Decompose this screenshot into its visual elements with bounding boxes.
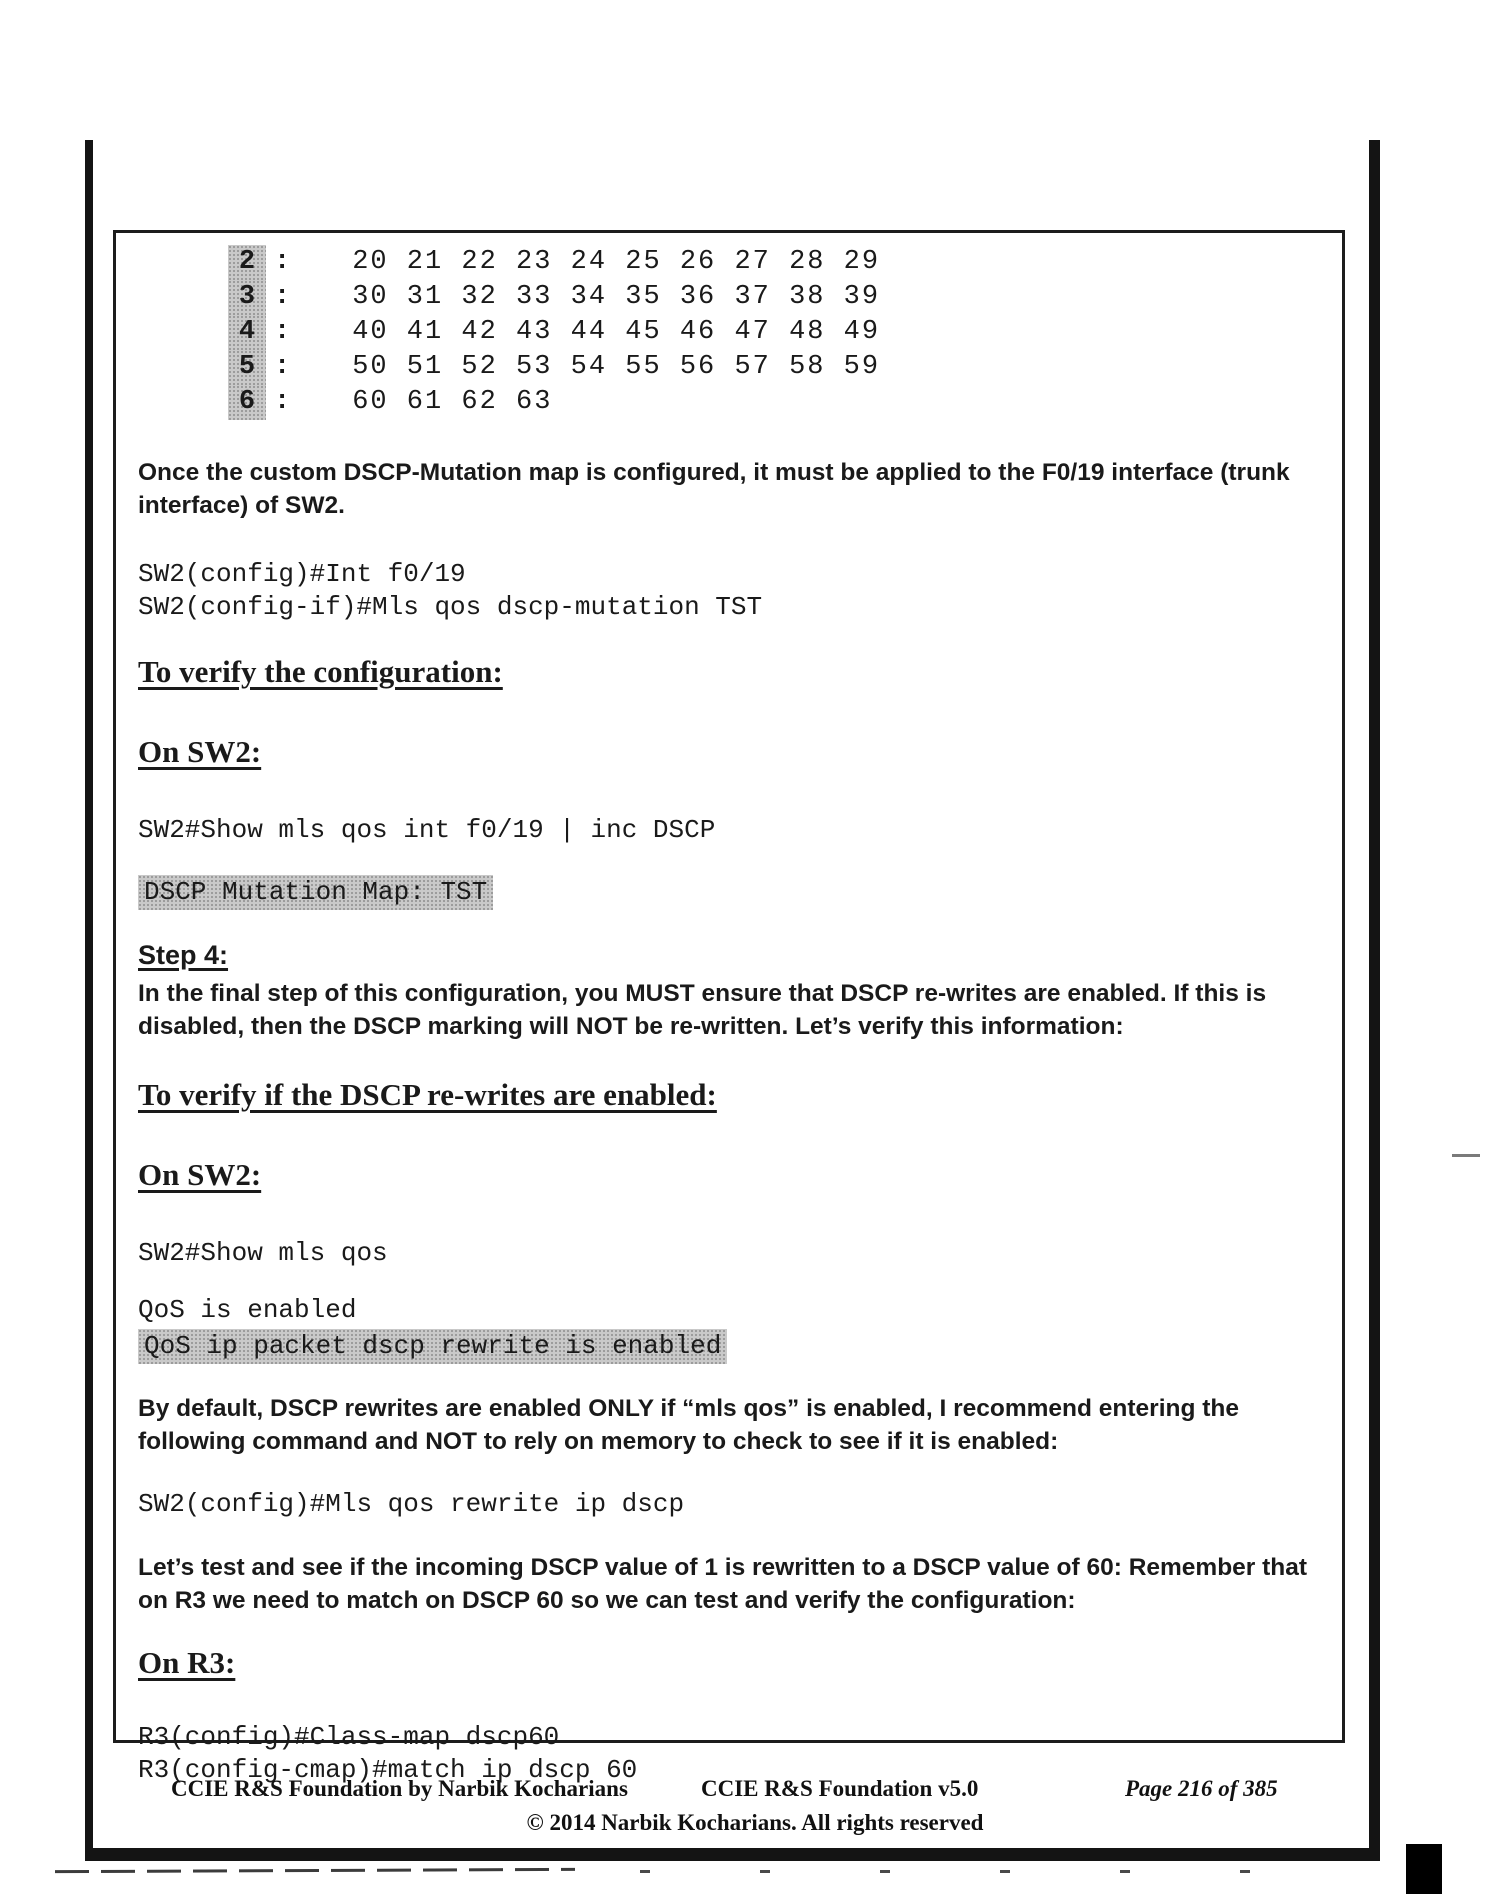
page-footer — [113, 1776, 1345, 1836]
dscp-mutation-table — [138, 245, 1320, 420]
table-row — [228, 245, 1320, 280]
scan-margin-dash — [1452, 1154, 1480, 1157]
highlighted-output-mutation-map: DSCP Mutation Map: TST — [138, 875, 493, 910]
cli-command: Int f0/19 — [325, 559, 466, 589]
code-block-apply — [138, 558, 1320, 624]
cli-prompt: SW2# — [138, 815, 201, 845]
highlighted-output-rewrite-enabled: QoS ip packet dscp rewrite is enabled — [138, 1329, 727, 1364]
cli-command: Show mls qos — [200, 1238, 388, 1268]
row-separator: : — [274, 317, 291, 347]
row-values: 20 21 22 23 24 25 26 27 28 29 — [352, 247, 881, 277]
table-row — [228, 280, 1320, 315]
heading-on-sw2: On SW2: — [138, 734, 262, 769]
code-line — [138, 1721, 1320, 1754]
content-frame — [113, 230, 1345, 1785]
table-row — [228, 350, 1320, 385]
cli-prompt: SW2# — [138, 1238, 201, 1268]
scan-edge-left-bar — [85, 140, 93, 1856]
code-output-block — [138, 1294, 1320, 1364]
scan-edge-bottom-bar — [85, 1848, 1380, 1861]
cli-prompt: R3(config)# — [138, 1722, 310, 1752]
scan-corner-blob — [1406, 1844, 1442, 1894]
row-label-highlight: 3 — [228, 280, 266, 315]
cli-prompt: SW2(config)# — [138, 559, 326, 589]
cli-command: match ip dscp 60 — [387, 1755, 638, 1785]
row-values: 50 51 52 53 54 55 56 57 58 59 — [352, 352, 881, 382]
scan-edge-right-bar — [1369, 140, 1380, 1856]
cli-command: Show mls qos int f0/19 | inc DSCP — [200, 815, 716, 845]
footer-page-number: Page 216 of 385 — [1125, 1776, 1278, 1801]
paragraph-apply-map: Once the custom DSCP-Mutation map is configured, it must be applied to the F0/19 interface (trunk interface) of SW2. — [138, 459, 1290, 519]
row-label-highlight: 5 — [228, 350, 266, 385]
code-line — [138, 591, 1320, 624]
scan-speckle-dashes — [640, 1870, 1340, 1873]
row-values: 60 61 62 63 — [352, 387, 553, 417]
code-output-block — [138, 875, 1320, 910]
scan-pencil-squiggle — [55, 1868, 575, 1873]
code-line — [138, 814, 1320, 847]
footer-book-title: CCIE R&S Foundation by Narbik Kocharians — [171, 1776, 628, 1801]
code-line — [138, 1488, 1320, 1521]
row-separator: : — [274, 282, 291, 312]
paragraph-step4-body: In the final step of this configuration, you MUST ensure that DSCP re-writes are enabled. If this is disabled, then the DSCP marking will NOT be re-written. Let’s verify this information: — [138, 980, 1267, 1040]
row-label-highlight: 6 — [228, 385, 266, 420]
row-separator: : — [274, 247, 291, 277]
heading-step4: Step 4: — [138, 940, 229, 970]
footer-line1 — [113, 1776, 1345, 1808]
row-values: 30 31 32 33 34 35 36 37 38 39 — [352, 282, 881, 312]
code-line — [138, 558, 1320, 591]
table-row — [228, 315, 1320, 350]
cli-command: Mls qos dscp-mutation TST — [372, 592, 763, 622]
table-row — [228, 385, 1320, 420]
row-label-highlight: 4 — [228, 315, 266, 350]
row-label-highlight: 2 — [228, 245, 266, 280]
paragraph-by-default: By default, DSCP rewrites are enabled ONLY if “mls qos” is enabled, I recommend entering the following command and NOT to rely on memory to check to see if it is enabled: — [138, 1395, 1240, 1455]
cli-command: Mls qos rewrite ip dscp — [325, 1489, 685, 1519]
heading-on-sw2-second: On SW2: — [138, 1157, 262, 1192]
row-separator: : — [274, 387, 291, 417]
footer-book-version: CCIE R&S Foundation v5.0 — [701, 1776, 979, 1801]
code-line — [138, 1237, 1320, 1270]
footer-copyright: © 2014 Narbik Kocharians. All rights reserved — [526, 1810, 984, 1835]
cli-prompt: SW2(config-if)# — [138, 592, 373, 622]
row-values: 40 41 42 43 44 45 46 47 48 49 — [352, 317, 881, 347]
row-separator: : — [274, 352, 291, 382]
heading-on-r3: On R3: — [138, 1645, 236, 1680]
paragraph-lets-test: Let’s test and see if the incoming DSCP value of 1 is rewritten to a DSCP value of 60: Remember that on R3 we need to match on DSCP 60 so we can test and verify the configuration: — [138, 1554, 1308, 1614]
cli-command: Class-map dscp60 — [309, 1722, 560, 1752]
heading-verify-configuration: To verify the configuration: — [138, 654, 503, 689]
cli-prompt: SW2(config)# — [138, 1489, 326, 1519]
output-qos-enabled: QoS is enabled — [138, 1295, 357, 1325]
heading-verify-rewrites: To verify if the DSCP re-writes are enabled: — [138, 1077, 717, 1112]
cli-prompt: R3(config-cmap)# — [138, 1755, 388, 1785]
